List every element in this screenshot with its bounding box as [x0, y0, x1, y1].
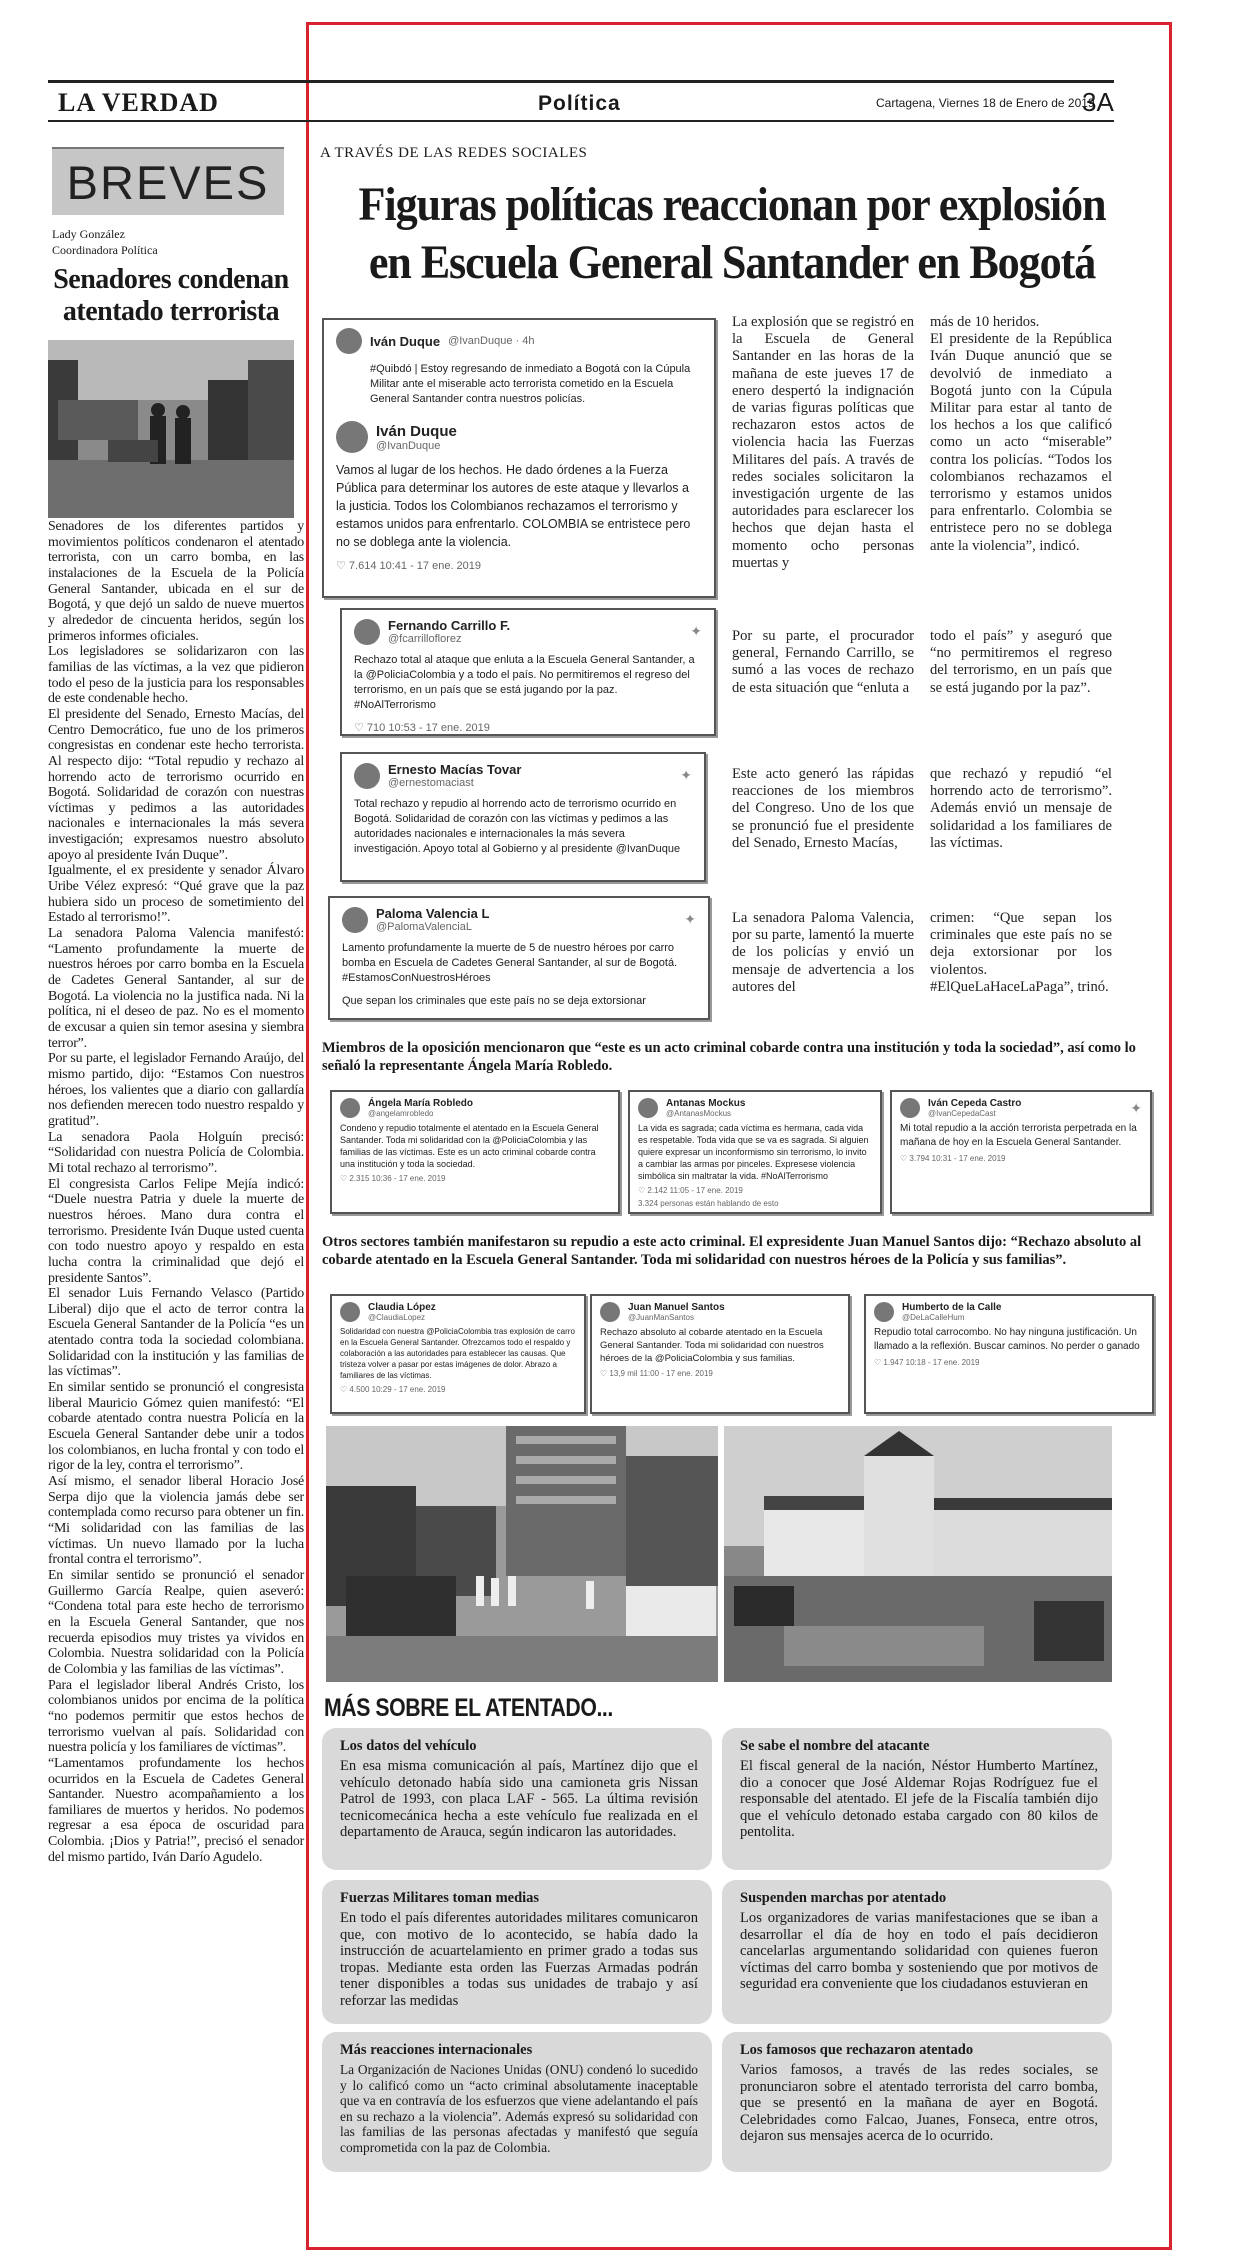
tweet-text: Lamento profundamente la muerte de 5 de nuestro héroes por carro bomba en Escuela de Cadetes General Santander, al sur de Bogotá. #EstamosConNuestrosHéroes [342, 942, 678, 984]
avatar [600, 1302, 620, 1322]
avatar [340, 1098, 360, 1118]
tweet-duque [322, 318, 716, 598]
article-kicker: A TRAVÉS DE LAS REDES SOCIALES [320, 145, 588, 161]
info-box-text: Los organizadores de varias manifestaciones que se iban a desarrollar el día de hoy en todo el país decidieron cancelarlas argumentando solidaridad con quienes fueron víctimas del carro bomba y sosteniendo que por motivos de seguridad era conveniente que los ciudadanos estuvieran en [740, 1910, 1098, 1993]
byline-role: Coordinadora Política [52, 243, 158, 257]
info-box-famous [722, 2032, 1112, 2172]
tweet-delacalle [864, 1294, 1154, 1414]
byline [52, 226, 158, 258]
tweet-footer: ♡ 4.500 10:29 - 17 ene. 2019 [340, 1385, 446, 1394]
tweet-macias [340, 752, 706, 882]
tweet-handle: @PalomaValenciaL [376, 921, 472, 933]
breves-body: Senadores de los diferentes partidos y movimientos políticos condenaron el atentado terrorista, con un carro bomba, en las instalaciones de la Escuela de la Policía General Santander, ubicada en el sur de Bogotá, y que dejó un saldo de nueve muertos y alrededor de cincuenta heridos, según los primeros informes oficiales. Los legisladores se solidarizaron con las familias de las víctimas, a la vez que pidieron todo el peso de la justicia para los responsables de este condenable hecho. El presidente del Senado, Ernesto Macías, del Centro Democrático, fue uno de los primeros congresistas en condenar este hecho terrorista. Al respecto dijo: “Total repudio y rechazo al horrendo acto de terrorismo ocurrido en Bogotá. Solidaridad de corazón con nuestras víctimas y pedimos a las autoridades nacionales e internacionales la más severa investigación; expresamos nuestro absoluto apoyo al presidente Iván Duque”. Igualmente, el ex presidente y senador Álvaro Uribe Vélez expresó: “Qué grave que la paz hubiera sido un proceso de sometimiento del Estado al terrorismo!”. La senadora Paloma Valencia manifestó: “Lamento profundamente la muerte de nuestros héroes por carro bomba en la Escuela de Cadetes General Santander, al sur de Bogotá. La violencia no la justifica nada. Ni la política, ni el deseo de paz. No es el momento de excusar a quien sin temor asesina y siembra terror”. Por su parte, el legislador Fernando Araújo, del mismo partido, dijo: “Estamos Con nuestros héroes, los valientes que a diario con gallardía nos defienden merecen todo nuestro respaldo y gratitud”. La senadora Paola Holguín precisó: “Solidaridad con nuestra Policía de Colombia. Mi total rechazo al terrorismo”. El congresista Carlos Felipe Mejía indicó: “Duele nuestra Patria y duele la muerte de nuestros héroes. Mano dura contra el terrorismo. Presidente Iván Duque usted cuenta con todo nuestro apoyo y respaldo en esta lucha contra la criminalidad que dejó el presidente Santos”. El senador Luis Fernando Velasco (Partido Liberal) dijo que el acto de terror contra la Escuela General Santander de la Policía “es un atentado contra toda la sociedad colombiana. Solidaridad con la institución y las familias de las víctimas”. En similar sentido se pronunció el congresista liberal Mauricio Gómez quien manifestó: “El cobarde atentado contra nuestra Policía en la Escuela General Santander debe unir a todos los colombianos, en lucha frontal y con todo el rigor de la ley, contra el terrorismo”. Así mismo, el senador liberal Horacio José Serpa dijo que la violencia jamás debe ser contemplada como recurso para obtener un fin. “Mi solidaridad con las familias de las víctimas. Un nuevo llamado por la lucha frontal contra el terrorismo”. En similar sentido se pronunció el senador Guillermo García Realpe, quien aseveró: “Condena total para este hecho de terrorismo en la Escuela General Santander, que nos recuerda episodios muy tristes ya vividos en Colombia. Nuestra solidaridad con la Policía de Colombia y las familias de las víctimas”. Para el legislador liberal Andrés Cristo, los colombianos unidos por encima de la política “no podemos permitir que estos hechos de terrorismo vuelvan al país. Solidaridad con nuestra policía y los familiares de víctimas”. “Lamentamos profundamente los hechos ocurridos en la Escuela de Cadetes General Santander. Nuestro acompañamiento a los familiares de muertos y heridos. No podemos regresar a esa época de oscuridad para Colombia. ¡Dios y Patria!”, precisó el senador del mismo partido, Iván Darío Agudelo. [48, 519, 304, 1865]
tweet-lopez [330, 1294, 586, 1414]
tweet-handle: @AntanasMockus [666, 1109, 732, 1118]
tweet-name: Fernando Carrillo F. [388, 618, 511, 633]
tweet-handle: @DeLaCalleHum [902, 1313, 965, 1322]
tweet-text: Solidaridad con nuestra @PoliciaColombia tras explosión de carro en la Escuela General Santander. Ofrezcamos todo el respaldo y colaboración a las autoridades para establecer las causas. Que tristeza volver a pasar por estas imágenes de dolor. Abrazo a familiares de las víctimas. [340, 1327, 575, 1380]
tweet-robledo [330, 1090, 620, 1214]
info-box-military [322, 1880, 712, 2024]
info-box-title: Se sabe el nombre del atacante [740, 1738, 930, 1754]
avatar [874, 1302, 894, 1322]
tweet-handle: @fcarrilloflorez [388, 633, 462, 645]
dateline: Cartagena, Viernes 18 de Enero de 2019 [876, 96, 1095, 110]
info-box-title: Los famosos que rechazaron atentado [740, 2042, 974, 2058]
info-box-text: En todo el país diferentes autoridades militares comunicaron que, con motivo de lo acontecido, se había dado la instrucción de acuartelamiento en primer grado a todas sus tropas. Mediante esta orden las Fuerzas Armadas podrán tener disponibles a todas sus unidades de trabajo y así reforzar las medidas [340, 1910, 698, 2009]
masthead-rule-top [48, 80, 1114, 83]
tweet-carrillo [340, 608, 716, 736]
byline-name: Lady González [52, 227, 125, 241]
article-paragraph: La senadora Paloma Valencia, por su parte, lamentó la muerte de los policías y envió un mensaje de advertencia a los autores del [732, 910, 914, 995]
article-paragraph: Este acto generó las rápidas reacciones de los miembros del Congreso. Uno de los que se pronunció fue el presidente del Senado, Ernesto Macías, [732, 766, 914, 851]
tweet-name: Claudia López [368, 1302, 436, 1313]
article-paragraph: que rechazó y repudió “el horrendo acto de terrorismo”. Además envió un mensaje de solidaridad a los familiares de las víctimas. [930, 766, 1112, 851]
avatar [354, 763, 380, 789]
page-number: 3A [1082, 87, 1114, 117]
twitter-bird-icon: ✦ [1130, 1099, 1142, 1116]
photo-scene-right [724, 1426, 1112, 1682]
avatar [340, 1302, 360, 1322]
tweet-text: #Quibdó | Estoy regresando de inmediato a Bogotá con la Cúpula Militar ante el miserable acto terrorista cometido en la Escuela General Santander contra nuestros policías. [370, 363, 691, 405]
tweet-text: Mi total repudio a la acción terrorista perpetrada en la mañana de hoy en la Escuela General Santander. [900, 1123, 1137, 1148]
tweet-footer: ♡ 2.142 11:05 - 17 ene. 2019 [638, 1186, 743, 1195]
tweet-footer: ♡ 2.315 10:36 - 17 ene. 2019 [340, 1174, 446, 1183]
tweet-name: Iván Duque [376, 422, 457, 440]
info-box-title: Suspenden marchas por atentado [740, 1890, 947, 1906]
tweet-santos [590, 1294, 850, 1414]
breves-headline: Senadores condenan atentado terrorista [53, 264, 289, 327]
tweet-name: Juan Manuel Santos [628, 1302, 725, 1313]
info-box-text: En esa misma comunicación al país, Martínez dijo que el vehículo detonado había sido una camioneta gris Nissan Patrol de 1993, con placa LAF - 565. La última revisión tecnicomecánica hecha a este vehículo fue realizada en el departamento de Arauca, según indicaron las autoridades. [340, 1758, 698, 1841]
info-box-text: El fiscal general de la nación, Néstor Humberto Martínez, dio a conocer que José Aldemar Rojas Rodríguez fue el responsable del atentado. El jefe de la Fiscalía también dijo que el vehículo detonado estaba cargado con 80 kilos de pentolita. [740, 1758, 1098, 1841]
tweet-footer: ♡ 710 10:53 - 17 ene. 2019 [354, 722, 490, 734]
tweet-name: Antanas Mockus [666, 1098, 746, 1109]
breves-banner: BREVES [52, 147, 284, 215]
info-box-international [322, 2032, 712, 2172]
info-box-text: Varios famosos, a través de las redes sociales, se pronunciaron sobre el atentado terrorista del carro bomba, que se presentó en la mañana de ayer en Bogotá. Celebridades como Falcao, Juanes, Fonseca, entre otros, dejaron sus mensajes acerca de lo ocurrido. [740, 2062, 1098, 2145]
caption-santos: Otros sectores también manifestaron su repudio a este acto criminal. El expresidente Juan Manuel Santos dijo: “Rechazo absoluto al cobarde atentado en la Escuela General Santander. Toda mi solidaridad con nuestros héroes de la Policía y sus familias”. [322, 1234, 1142, 1268]
avatar [336, 328, 362, 354]
info-box-text: La Organización de Naciones Unidas (ONU) condenó lo sucedido y lo calificó como un “acto criminal absolutamente inaceptable que va en contravía de los esfuerzos que viene adelantando el país en su rechazo a la violencia”. Además expresó su solidaridad con las familias de las personas afectadas y manifestó que seguía comprometida con la paz de Colombia. [340, 2062, 698, 2155]
tweet-text: Rechazo absoluto al cobarde atentado en la Escuela General Santander. Toda mi solidaridad con nuestros héroes de la @PoliciaColombia y sus familias. [600, 1327, 824, 1364]
avatar [638, 1098, 658, 1118]
tweet-name: Ernesto Macías Tovar [388, 762, 522, 777]
newspaper-logo: LA VERDAD [58, 88, 219, 117]
photo-scene-left [326, 1426, 718, 1682]
tweet-name: Humberto de la Calle [902, 1302, 1002, 1313]
tweet-footer: ♡ 7.614 10:41 - 17 ene. 2019 [336, 560, 482, 572]
tweet-text: Repudio total carrocombo. No hay ninguna justificación. Un llamado a la reflexión. Buscar caminos. No perder o ganado [874, 1327, 1140, 1352]
tweet-handle: @ClaudiaLopez [368, 1313, 426, 1322]
masthead-rule-bottom [48, 120, 1114, 122]
tweet-mockus [628, 1090, 882, 1214]
twitter-bird-icon: ✦ [684, 911, 696, 927]
section-name: Política [538, 92, 621, 115]
tweet-cepeda [890, 1090, 1152, 1214]
avatar [900, 1098, 920, 1118]
tweet-text: Vamos al lugar de los hechos. He dado órdenes a la Fuerza Pública para determinar los autores de este ataque y llevarlos a la justicia. Todos los Colombianos rechazamos el terrorismo y estamos unidos para enfrentarlo. COLOMBIA se entristece pero no se doblega ante la violencia. [336, 463, 691, 549]
tweet-text: Que sepan los criminales que este país no se deja extorsionar [342, 995, 646, 1007]
tweet-handle: @IvanDuque · 4h [448, 335, 535, 347]
article-paragraph: crimen: “Que sepan los criminales que este país no se deja extorsionar por los violentos. #ElQueLaHaceLaPaga”, trinó. [930, 910, 1112, 995]
avatar [336, 421, 368, 453]
article-paragraph: todo el país” y aseguró que “no permitiremos el regreso del terrorismo, en un país que se está jugando por la paz”. [930, 628, 1112, 696]
tweet-footer: ♡ 3.794 10:31 - 17 ene. 2019 [900, 1154, 1006, 1163]
tweet-text: Rechazo total al ataque que enluta a la Escuela General Santander, a la @PoliciaColombia y a todo el país. No permitiremos el regreso del terrorismo, en un país que se está jugando por la paz. #NoAlTerrorismo [354, 654, 695, 711]
tweet-valencia [328, 896, 710, 1020]
twitter-bird-icon: ✦ [690, 623, 702, 639]
caption-opposition: Miembros de la oposición mencionaron que “este es un acto criminal cobarde contra una institución y toda la sociedad”, así como lo señaló la representante Ángela María Robledo. [322, 1040, 1136, 1074]
tweet-handle: @IvanDuque [376, 439, 441, 452]
avatar [342, 907, 368, 933]
article-paragraph: Por su parte, el procurador general, Fernando Carrillo, se sumó a las voces de rechazo de esta situación que “enluta a [732, 628, 914, 696]
tweet-name: Iván Duque [370, 333, 441, 349]
info-box-title: Más reacciones internacionales [340, 2042, 533, 2058]
info-box-attacker [722, 1728, 1112, 1870]
avatar [354, 619, 380, 645]
tweet-name: Iván Cepeda Castro [928, 1098, 1022, 1109]
article-title: Figuras políticas reaccionan por explosión en Escuela General Santander en Bogotá [358, 178, 1106, 289]
tweet-name: Paloma Valencia L [376, 906, 490, 921]
info-box-title: Fuerzas Militares toman medias [340, 1890, 540, 1906]
tweet-handle: @angelamrobledo [368, 1109, 434, 1118]
tweet-footer: 3.324 personas están hablando de esto [638, 1199, 779, 1208]
tweet-text: La vida es sagrada; cada víctima es hermana, cada vida es respetable. Toda vida que se va es sagrada. Si alguien quiere expresar un inconformismo sin terrorismo, lo invito a cambiar las armas por pinceles. Expresese violencia simbólica sin maltratar la vida. #NoAlTerrorismo [638, 1123, 869, 1181]
more-heading: MÁS SOBRE EL ATENTADO... [324, 1694, 613, 1722]
info-box-marches [722, 1880, 1112, 2024]
tweet-handle: @IvanCepedaCast [928, 1109, 996, 1118]
tweet-text: Condeno y repudio totalmente el atentado en la Escuela General Santander. Toda mi solidaridad con la @PoliciaColombia y las familias de las víctimas. Este es un acto criminal cobarde contra una institución y toda la sociedad. [340, 1123, 599, 1169]
twitter-bird-icon: ✦ [680, 767, 692, 783]
breves-photo [48, 340, 294, 518]
article-paragraph: La explosión que se registró en la Escuela de General Santander en las horas de la mañana de este jueves 17 de enero despertó la indignación de varias figuras políticas que rechazaron estos actos de violencia hacia las Fuerzas Militares del país. A través de redes sociales solicitaron la investigación urgente de las autoridades para esclarecer los hechos que dejan hasta el momento ocho personas muertas y [732, 314, 914, 571]
info-box-vehicle [322, 1728, 712, 1870]
tweet-name: Ángela María Robledo [368, 1098, 474, 1109]
tweet-footer: ♡ 1.947 10:18 - 17 ene. 2019 [874, 1358, 980, 1367]
article-paragraph: más de 10 heridos. El presidente de la República Iván Duque anunció que se devolvió de inmediato a Bogotá junto con la Cúpula Militar para estar al tanto de los hechos a los que calificó como un acto “miserable” contra los policías. “Todos los colombianos rechazamos el terrorismo y estamos unidos para enfrentarlo. Colombia se entristece pero no se doblega ante la violencia”, indicó. [930, 314, 1112, 554]
tweet-handle: @ernestomaciast [388, 777, 474, 789]
info-box-title: Los datos del vehículo [340, 1738, 477, 1754]
tweet-handle: @JuanManSantos [628, 1313, 694, 1322]
tweet-text: Total rechazo y repudio al horrendo acto de terrorismo ocurrido en Bogotá. Solidaridad de corazón con las víctimas y pedimos a las autoridades nacionales e internacionales la más severa investigación. Apoyo total al Gobierno y al presidente @IvanDuque [354, 798, 681, 855]
tweet-footer: ♡ 13,9 mil 11:00 - 17 ene. 2019 [600, 1369, 713, 1378]
